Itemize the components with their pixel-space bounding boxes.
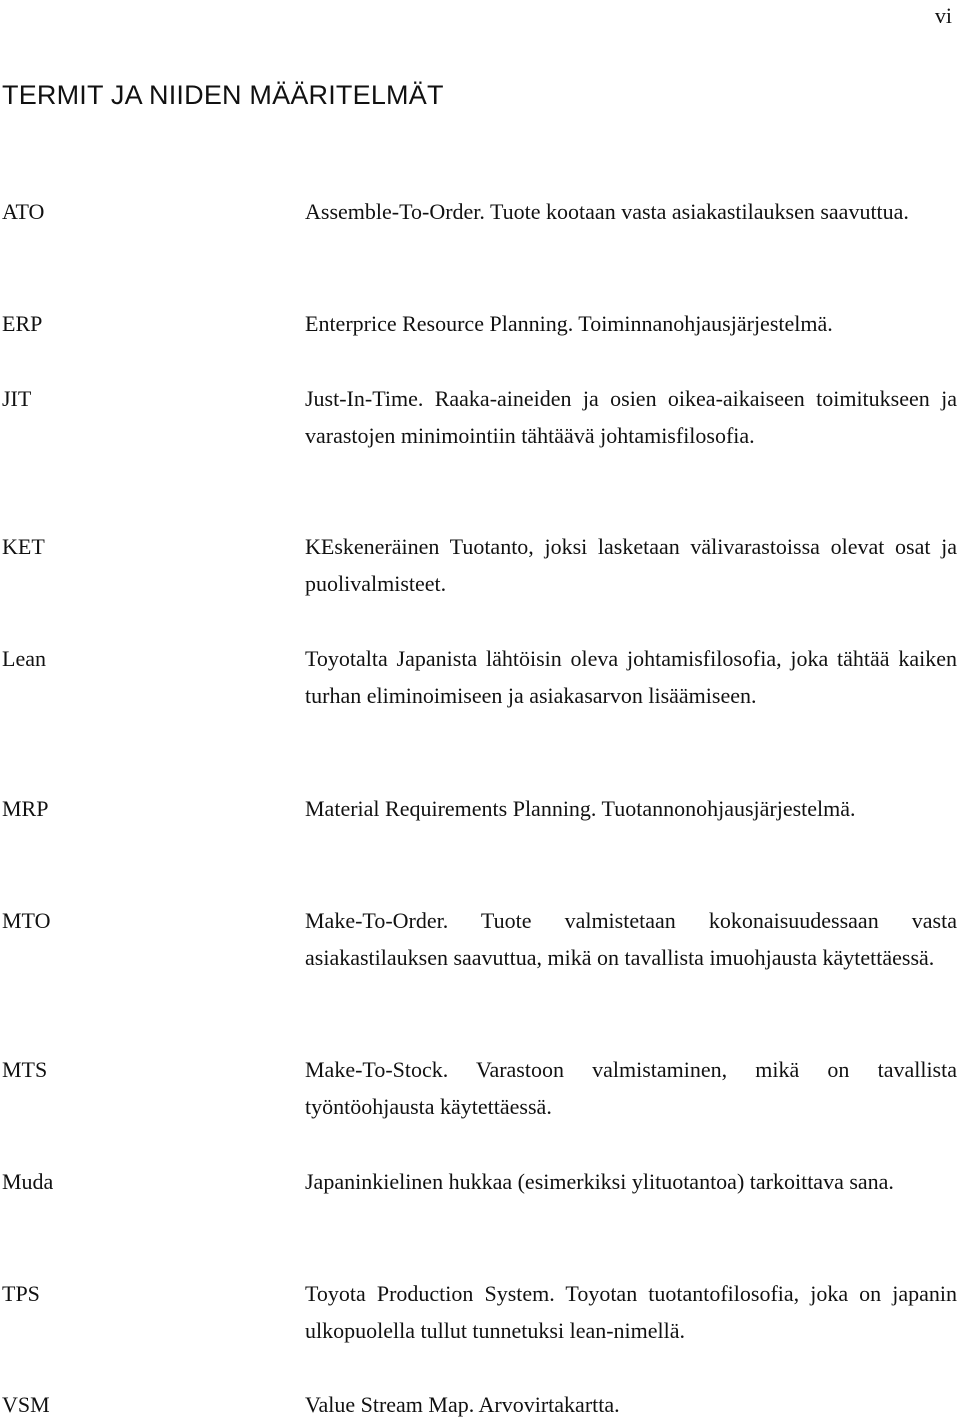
term-abbreviation: Muda: [2, 1169, 54, 1194]
term-abbreviation: TPS: [2, 1281, 40, 1306]
term-definition: Just-In-Time. Raaka-aineiden ja osien oikea-aikaiseen toimitukseen ja varastojen minimointiin tähtäävä johtamisfilosofia.: [305, 386, 957, 448]
term-abbreviation: MRP: [2, 796, 49, 821]
term-abbreviation: MTS: [2, 1057, 48, 1082]
term-abbreviation: ATO: [2, 199, 45, 224]
term-definition: Value Stream Map. Arvovirtakartta.: [305, 1392, 620, 1417]
term-definition: Toyota Production System. Toyotan tuotantofilosofia, joka on japanin ulkopuolella tullut tunnetuksi lean-nimellä.: [305, 1281, 957, 1343]
term-definition: Assemble-To-Order. Tuote kootaan vasta asiakastilauksen saavuttua.: [305, 199, 909, 224]
term-definition: KEskeneräinen Tuotanto, joksi lasketaan välivarastoissa olevat osat ja puolivalmisteet.: [305, 534, 957, 596]
term-abbreviation: KET: [2, 534, 45, 559]
term-definition: Material Requirements Planning. Tuotannonohjausjärjestelmä.: [305, 796, 856, 821]
term-abbreviation: Lean: [2, 646, 46, 671]
page-number: vi: [934, 3, 952, 28]
term-abbreviation: VSM: [2, 1392, 50, 1417]
term-definition: Make-To-Stock. Varastoon valmistaminen, mikä on tavallista työntöohjausta käytettäessä.: [305, 1057, 957, 1119]
term-definition: Japaninkielinen hukkaa (esimerkiksi ylituotantoa) tarkoittava sana.: [305, 1169, 894, 1194]
term-abbreviation: JIT: [2, 386, 32, 411]
term-definition: Toyotalta Japanista lähtöisin oleva johtamisfilosofia, joka tähtää kaiken turhan eliminoimiseen ja asiakasarvon lisäämiseen.: [305, 646, 957, 708]
term-abbreviation: ERP: [2, 311, 43, 336]
term-definition: Make-To-Order. Tuote valmistetaan kokonaisuudessaan vasta asiakastilauksen saavuttua, mikä on tavallista imuohjausta käytettäessä.: [305, 908, 957, 970]
page-title: TERMIT JA NIIDEN MÄÄRITELMÄT: [2, 80, 444, 110]
term-definition: Enterprice Resource Planning. Toiminnanohjausjärjestelmä.: [305, 311, 833, 336]
term-abbreviation: MTO: [2, 908, 51, 933]
